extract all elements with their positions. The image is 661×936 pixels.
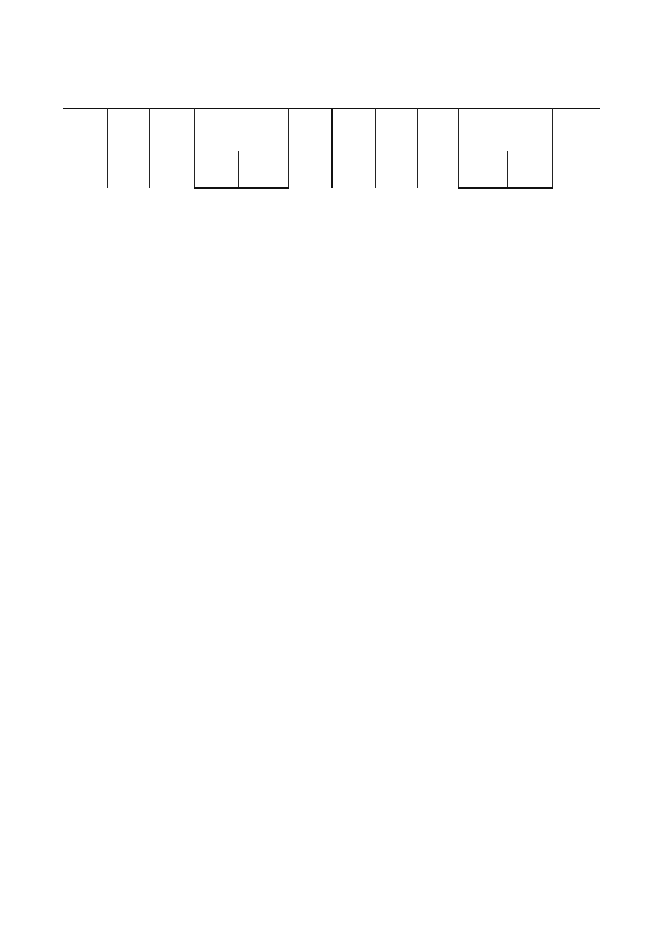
drill-dimensions-table xyxy=(63,108,600,189)
col-header-q xyxy=(288,109,332,189)
col-header-d xyxy=(63,109,107,189)
col-header-d-2 xyxy=(332,109,375,189)
col-header-core xyxy=(194,109,288,152)
col-header-normal xyxy=(194,151,238,188)
col-header-normal-2 xyxy=(458,151,507,188)
col-header-f-2 xyxy=(417,109,458,189)
col-header-increased xyxy=(238,151,288,188)
col-header-f xyxy=(149,109,194,189)
col-header-increased-2 xyxy=(507,151,552,188)
col-header-core-2 xyxy=(458,109,552,152)
col-header-B-2 xyxy=(375,109,417,189)
col-header-B xyxy=(107,109,149,189)
col-header-q-2 xyxy=(552,109,600,189)
